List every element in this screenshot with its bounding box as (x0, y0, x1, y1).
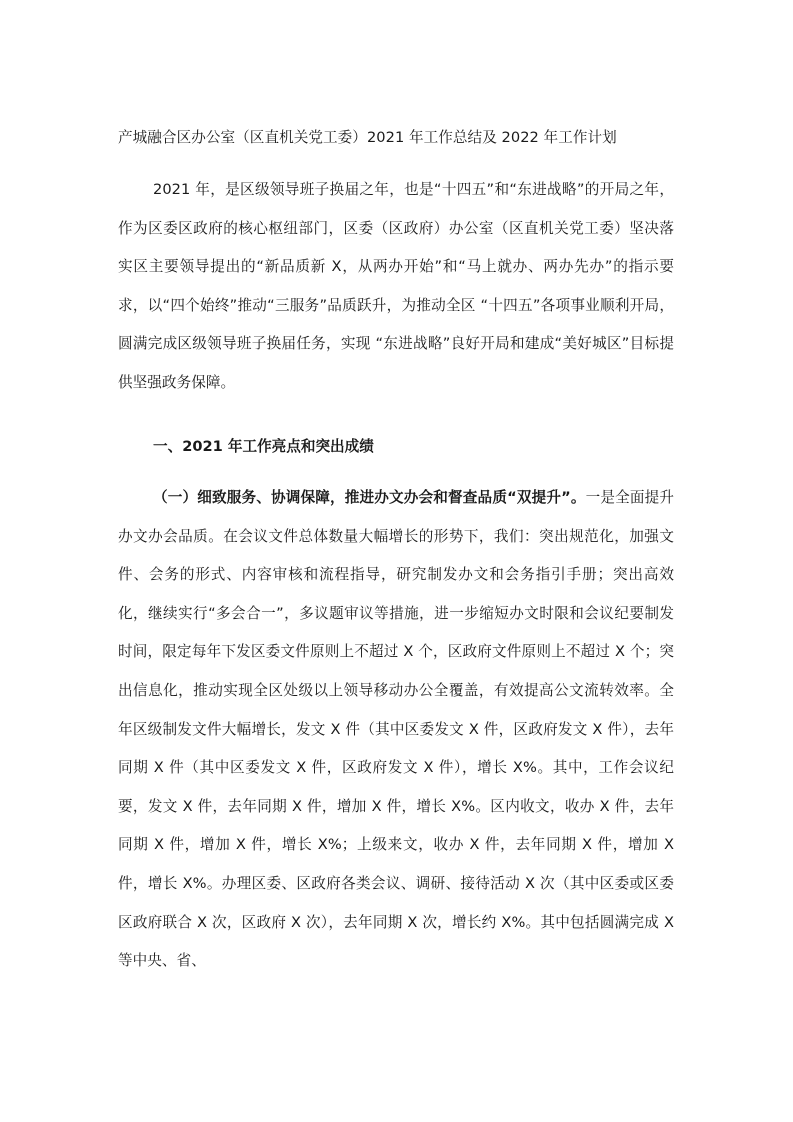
intro-paragraph: 2021 年，是区级领导班子换届之年，也是“十四五”和“东进战略”的开局之年，作为区委区政府的核心枢纽部门，区委（区政府）办公室（区直机关党工委）坚决落实区主要领导提出的“新品质新 X，从两办开始”和“马上就办、两办先办”的指示要求，以“四个始终”推动“三服务”品质跃升，为推动全区 “十四五”各项事业顺利开局，圆满完成区级领导班子换届任务，实现 “东进战略”良好开局和建成“美好城区”目标提供坚强政务保障。 (118, 181, 674, 391)
section-paragraph (118, 479, 674, 981)
subsection-body: 一是全面提升办文办会品质。在会议文件总体数量大幅增长的形势下，我们：突出规范化，加强文件、会务的形式、内容审核和流程指导，研究制发办文和会务指引手册；突出高效化，继续实行“多会合一”，多议题审议等措施，进一步缩短办文时限和会议纪要制发时间，限定每年下发区委文件原则上不超过 X 个，区政府文件原则上不超过 X 个；突出信息化，推动实现全区处级以上领导移动办公全覆盖，有效提高公文流转效率。全年区级制发文件大幅增长，发文 X 件（其中区委发文 X 件，区政府发文 X 件），去年同期 X 件（其中区委发文 X 件，区政府发文 X 件），增长 X%。其中，工作会议纪要，发文 X 件，去年同期 X 件，增加 X 件，增长 X%。区内收文，收办 X 件，去年同期 X 件，增加 X 件，增长 X%；上级来文，收办 X 件，去年同期 X 件，增加 X 件，增长 X%。办理区委、区政府各类会议、调研、接待活动 X 次（其中区委或区委区政府联合 X 次，区政府 X 次），去年同期 X 次，增长约 X%。其中包括圆满完成 X 等中央、省、 (118, 489, 674, 970)
subsection-lead: （一）细致服务、协调保障，推进办文办会和督查品质“双提升”。 (153, 489, 586, 506)
section-heading: 一、2021 年工作亮点和突出成绩 (153, 438, 374, 455)
document-title: 产城融合区办公室（区直机关党工委）2021 年工作总结及 2022 年工作计划 (118, 129, 617, 146)
